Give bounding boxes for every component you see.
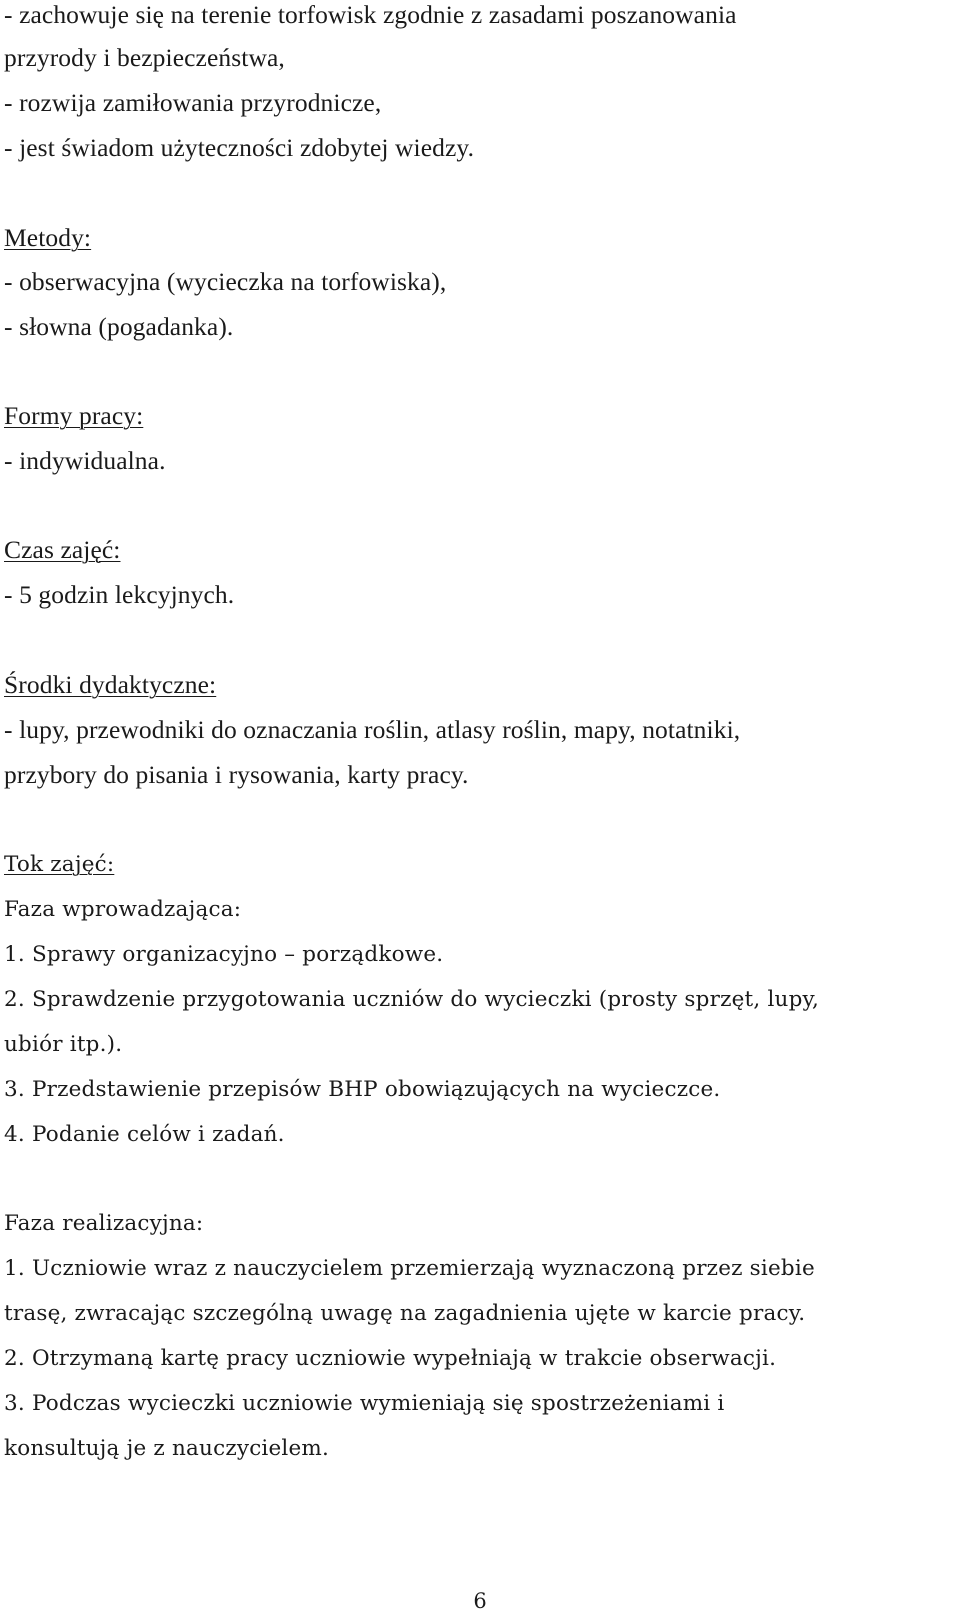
list-item: 1. Uczniowie wraz z nauczycielem przemierzają wyznaczoną przez siebie (4, 1256, 815, 1281)
list-item: 2. Sprawdzenie przygotowania uczniów do wycieczki (prosty sprzęt, lupy, (4, 987, 820, 1012)
subheading-faza-realizacyjna: Faza realizacyjna: (4, 1211, 204, 1236)
text-line: - zachowuje się na terenie torfowisk zgodnie z zasadami poszanowania (4, 0, 737, 29)
section-heading-czas-zajec: Czas zajęć: (4, 535, 121, 564)
list-item-continuation: ubiór itp.). (4, 1032, 123, 1057)
list-item-continuation: konsultują je z nauczycielem. (4, 1436, 330, 1461)
list-item: 2. Otrzymaną kartę pracy uczniowie wypełniają w trakcie obserwacji. (4, 1346, 777, 1371)
page-number: 6 (473, 1589, 487, 1613)
text-line: - 5 godzin lekcyjnych. (4, 580, 235, 609)
list-item: 4. Podanie celów i zadań. (4, 1122, 285, 1147)
text-line: przyrody i bezpieczeństwa, (4, 43, 285, 72)
text-line: - rozwija zamiłowania przyrodnicze, (4, 88, 382, 117)
text-line: przybory do pisania i rysowania, karty pracy. (4, 760, 469, 789)
section-heading-tok-zajec: Tok zajęć: (4, 852, 115, 877)
text-line: - lupy, przewodniki do oznaczania roślin, atlasy roślin, mapy, notatniki, (4, 715, 741, 744)
section-heading-metody: Metody: (4, 223, 92, 252)
subheading-faza-wprowadzajaca: Faza wprowadzająca: (4, 897, 242, 922)
section-heading-srodki-dydaktyczne: Środki dydaktyczne: (4, 670, 217, 699)
text-line: - indywidualna. (4, 446, 166, 475)
list-item: 1. Sprawy organizacyjno – porządkowe. (4, 942, 444, 967)
text-line: - obserwacyjna (wycieczka na torfowiska), (4, 267, 447, 296)
section-heading-formy-pracy: Formy pracy: (4, 401, 144, 430)
list-item: 3. Przedstawienie przepisów BHP obowiązujących na wycieczce. (4, 1077, 721, 1102)
list-item-continuation: trasę, zwracając szczególną uwagę na zagadnienia ujęte w karcie pracy. (4, 1301, 806, 1326)
text-line: - słowna (pogadanka). (4, 312, 234, 341)
text-line: - jest świadom użyteczności zdobytej wiedzy. (4, 133, 475, 162)
list-item: 3. Podczas wycieczki uczniowie wymieniają się spostrzeżeniami i (4, 1391, 725, 1416)
